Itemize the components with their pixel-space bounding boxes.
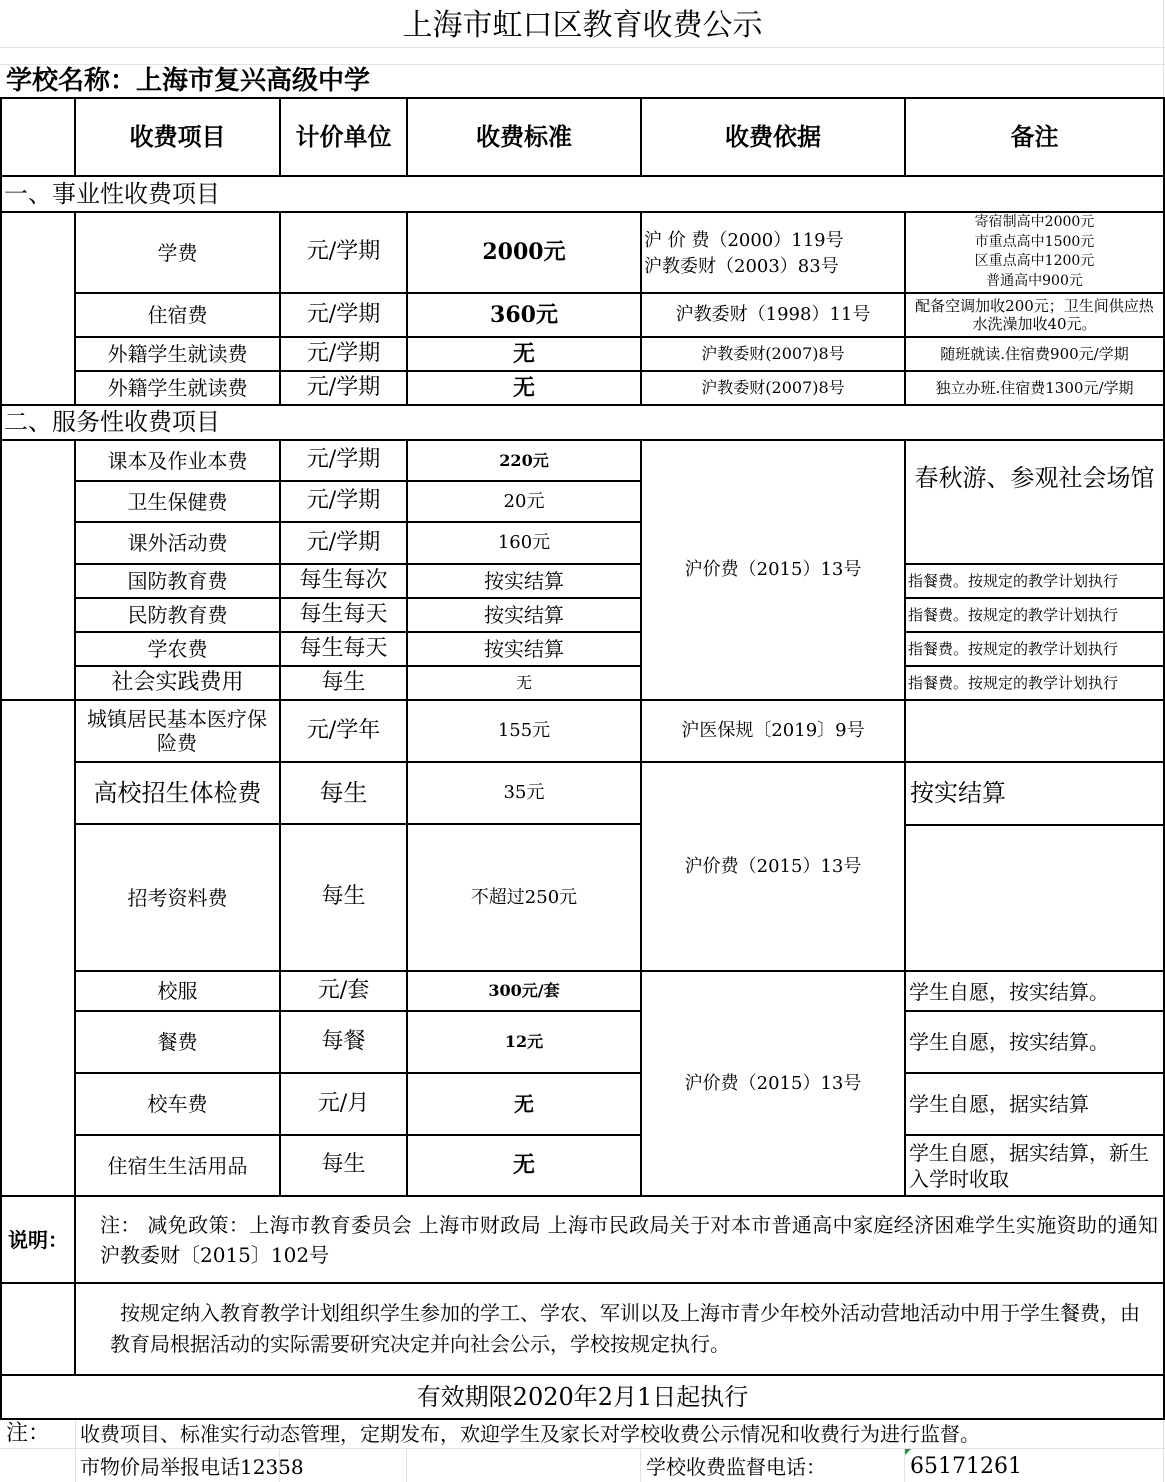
basis-merged: 沪价费（2015）13号 [684, 1072, 862, 1094]
item-name: 招考资料费 [127, 885, 228, 910]
unit: 每生每次 [299, 567, 388, 593]
header-item: 收费项目 [129, 121, 226, 151]
item-name: 民防教育费 [127, 603, 228, 627]
note: 指餐费。按规定的教学计划执行 [908, 640, 1119, 658]
item-name: 高校招生体检费 [93, 778, 262, 807]
note-merged: 按实结算 [910, 779, 1006, 808]
explanation-note: 注： 减免政策：上海市教育委员会 上海市财政局 上海市民政局关于对本市普通高中家庭经济困难学生实施资助的通知沪教委财〔2015〕102号 [100, 1213, 1158, 1267]
header-note: 备注 [1010, 121, 1059, 151]
item-name: 餐费 [157, 1030, 198, 1054]
note [906, 213, 1163, 291]
unit: 元/学期 [306, 488, 381, 514]
item-name: 卫生保健费 [127, 489, 228, 514]
standard: 按实结算 [484, 569, 564, 593]
item-name: 课本及作业本费 [107, 448, 248, 473]
explanation-note: 按规定纳入教育教学计划组织学生参加的学工、学农、军训以及上海市青少年校外活动营地活动中用于学生餐费，由教育局根据活动的实际需要研究决定并向社会公示，学校按规定执行。 [110, 1301, 1140, 1356]
unit: 每生每天 [299, 635, 388, 661]
grid-line [640, 1448, 641, 1482]
standard: 按实结算 [484, 603, 564, 627]
unit: 元/学期 [306, 239, 381, 265]
note-line: 寄宿制高中2000元 [974, 214, 1095, 230]
standard: 300元/套 [488, 981, 560, 1001]
unit: 元/学年 [306, 717, 381, 743]
item-name: 社会实践费用 [111, 669, 244, 695]
standard: 35元 [503, 782, 545, 804]
unit: 每生每天 [299, 601, 388, 627]
note-line: 区重点高中1200元 [974, 253, 1095, 269]
note: 学生自愿，据实结算 [909, 1092, 1089, 1116]
item-name: 课外活动费 [127, 531, 228, 555]
note: 随班就读.住宿费900元/学期 [940, 345, 1129, 363]
note: 学生自愿，按实结算。 [909, 980, 1109, 1004]
item-name: 住宿生生活用品 [107, 1153, 248, 1178]
item-name: 国防教育费 [127, 569, 228, 593]
basis: 沪医保规〔2019〕9号 [681, 720, 865, 742]
validity-notice: 有效期限2020年2月1日起执行 [416, 1382, 749, 1411]
note: 指餐费。按规定的教学计划执行 [908, 572, 1119, 590]
unit: 元/月 [317, 1090, 370, 1116]
basis [644, 228, 902, 280]
standard: 160元 [497, 532, 551, 554]
basis-line: 沪教委财（2003）83号 [644, 256, 839, 277]
standard: 12元 [504, 1032, 544, 1052]
standard: 155元 [497, 720, 551, 742]
basis-merged: 沪价费（2015）13号 [684, 855, 862, 877]
unit: 每生 [321, 669, 366, 695]
item-name: 外籍学生就读费 [107, 376, 248, 400]
standard: 按实结算 [484, 637, 564, 661]
standard: 无 [512, 374, 535, 401]
unit: 元/套 [317, 977, 370, 1003]
standard: 无 [512, 340, 535, 367]
grid-line [75, 1418, 76, 1482]
unit: 每生 [321, 884, 366, 910]
basis: 沪教委财(2007)8号 [701, 378, 845, 398]
school-name: 学校名称：上海市复兴高级中学 [6, 66, 371, 97]
border [74, 1195, 76, 1374]
note: 指餐费。按规定的教学计划执行 [908, 674, 1119, 692]
basis: 沪教委财（1998）11号 [675, 304, 871, 326]
item-name: 校服 [157, 979, 198, 1003]
section-title: 一、事业性收费项目 [4, 179, 220, 208]
note: 指餐费。按规定的教学计划执行 [908, 606, 1119, 624]
standard: 无 [514, 1092, 534, 1116]
header-standard: 收费标准 [476, 121, 572, 151]
unit: 每餐 [321, 1028, 366, 1054]
item-name: 学费 [157, 240, 198, 265]
standard: 无 [515, 673, 532, 693]
item-name: 住宿费 [147, 303, 208, 327]
item-name: 校车费 [147, 1092, 208, 1116]
footer-text: 收费项目、标准实行动态管理，定期发布，欢迎学生及家长对学校收费公示情况和收费行为进行监督。 [80, 1422, 980, 1446]
unit: 元/学期 [306, 374, 381, 400]
supervision-label: 学校收费监督电话： [646, 1455, 826, 1479]
basis-line: 沪 价 费（2000）119号 [644, 230, 844, 251]
basis-merged: 沪价费（2015）13号 [684, 559, 862, 581]
footer-label: 注： [6, 1420, 51, 1446]
note-line: 普通高中900元 [986, 272, 1083, 289]
standard: 20元 [503, 490, 545, 512]
border [0, 1282, 1165, 1284]
standard: 无 [512, 1152, 535, 1179]
item-name: 城镇居民基本医疗保险费 [87, 707, 267, 755]
header-basis: 收费依据 [725, 121, 821, 151]
note: 配备空调加收200元；卫生间供应热水洗澡加收40元。 [915, 297, 1154, 333]
section-title: 二、服务性收费项目 [4, 408, 220, 437]
item-name: 学农费 [147, 637, 208, 661]
header-unit: 计价单位 [295, 121, 392, 151]
cell-marker-icon [905, 1449, 911, 1455]
note: 学生自愿，按实结算。 [909, 1030, 1109, 1054]
grid-line [0, 1448, 1165, 1449]
note: 学生自愿，据实结算，新生入学时收取 [909, 1140, 1149, 1191]
basis: 沪教委财(2007)8号 [701, 344, 845, 364]
unit: 元/学期 [306, 529, 381, 555]
standard: 不超过250元 [470, 886, 578, 908]
standard: 220元 [499, 450, 549, 470]
hotline: 市物价局举报电话12358 [80, 1455, 304, 1479]
item-name: 外籍学生就读费 [107, 342, 248, 366]
standard: 2000元 [482, 239, 566, 266]
border [0, 1195, 1165, 1197]
note-merged: 春秋游、参观社会场馆 [914, 464, 1155, 492]
unit: 每生 [319, 778, 368, 807]
supervision-phone: 65171261 [910, 1453, 1022, 1479]
unit: 元/学期 [306, 447, 381, 473]
page-title: 上海市虹口区教育收费公示 [402, 8, 763, 43]
explanation-label: 说明： [8, 1227, 68, 1252]
note: 独立办班.住宿费1300元/学期 [935, 379, 1134, 397]
unit: 每生 [321, 1152, 366, 1178]
unit: 元/学期 [306, 301, 381, 327]
unit: 元/学期 [306, 340, 381, 366]
note-line: 市重点高中1500元 [974, 233, 1095, 250]
border [904, 824, 1165, 826]
standard: 360元 [490, 301, 558, 328]
